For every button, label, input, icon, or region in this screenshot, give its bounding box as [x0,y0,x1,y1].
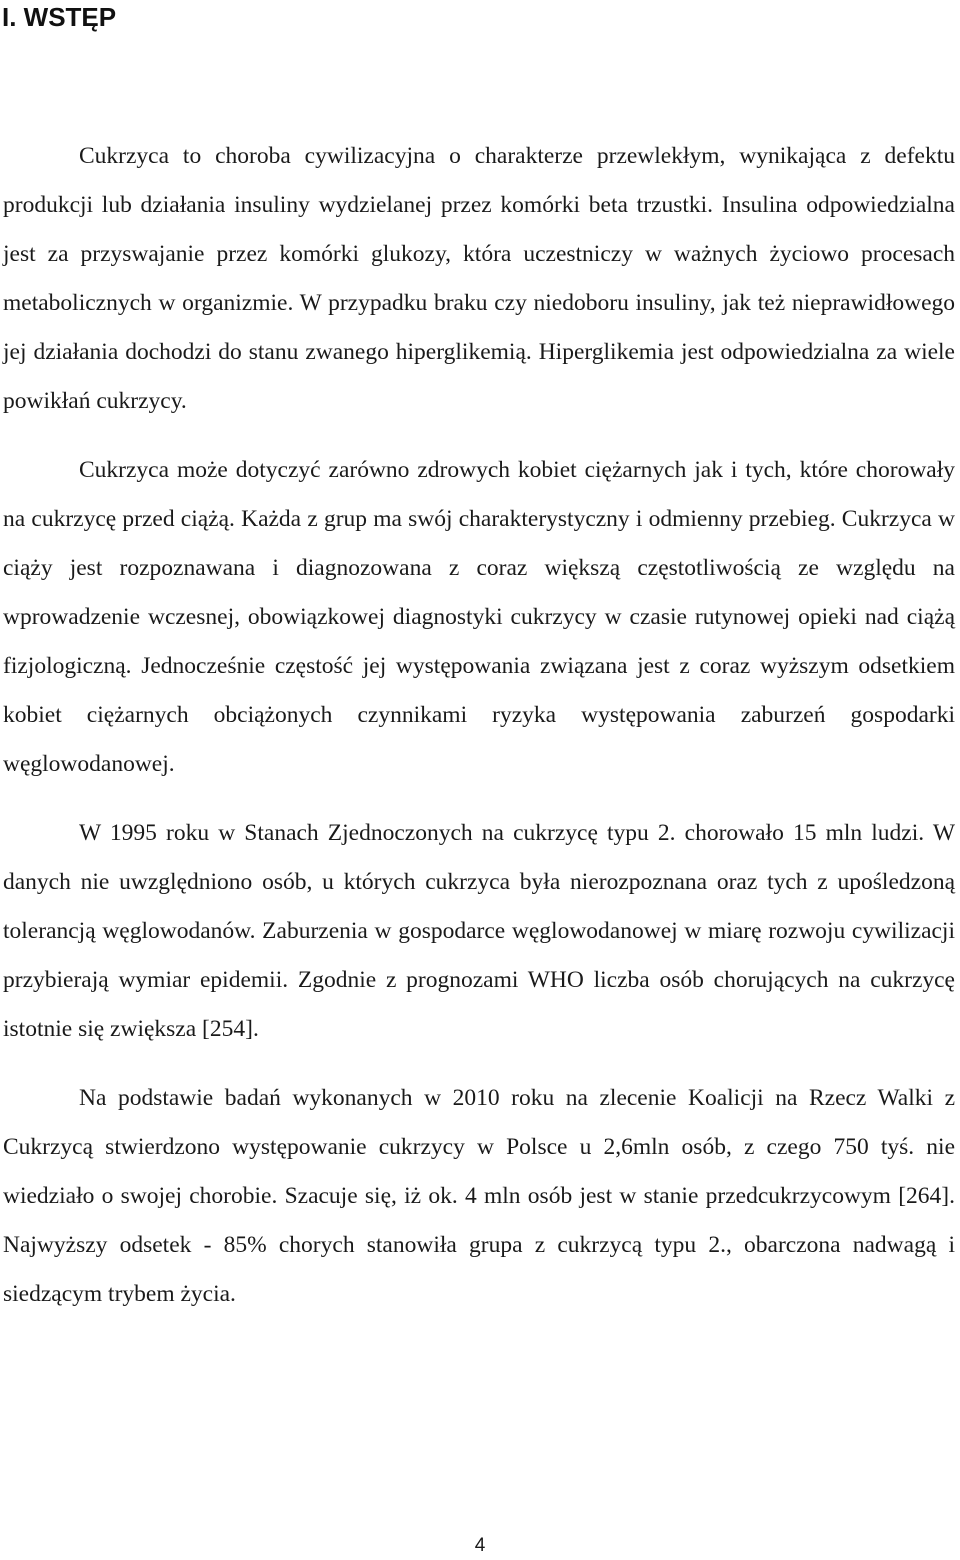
page-number: 4 [474,1535,486,1556]
section-heading: I. WSTĘP [2,2,117,32]
paragraph-poland-statistics: Na podstawie badań wykonanych w 2010 roku na zlecenie Koalicji na Rzecz Walki z Cukrzycą stwierdzono występowanie cukrzycy w Polsce u 2,6mln osób, z czego 750 tyś. nie wiedziało o swojej chorobie. Szacuje się, iż ok. 4 mln osób jest w stanie przedcukrzycowym [264]. Najwyższy odsetek - 85% chorych stanowiła grupa z cukrzycą typu 2., obarczona nadwagą i siedzącym trybem życia. [3,1085,955,1307]
paragraph-pregnancy-diabetes: Cukrzyca może dotyczyć zarówno zdrowych kobiet ciężarnych jak i tych, które chorowały na cukrzycę przed ciążą. Każda z grup ma swój charakterystyczny i odmienny przebieg. Cukrzyca w ciąży jest rozpoznawana i diagnozowana z coraz większą częstotliwością ze względu na wprowadzenie wczesnej, obowiązkowej diagnostyki cukrzycy w czasie rutynowej opieki nad ciążą fizjologiczną. Jednocześnie częstość jej występowania związana jest z coraz wyższym odsetkiem kobiet ciężarnych obciążonych czynnikami ryzyka występowania zaburzeń gospodarki węglowodanowej. [3,457,955,777]
body-text [3,132,955,1339]
paragraph-usa-statistics: W 1995 roku w Stanach Zjednoczonych na cukrzycę typu 2. chorowało 15 mln ludzi. W danych nie uwzględniono osób, u których cukrzyca była nierozpoznana oraz tych z upośledzoną tolerancją węglowodanów. Zaburzenia w gospodarce węglowodanowej w miarę rozwoju cywilizacji przybierają wymiar epidemii. Zgodnie z prognozami WHO liczba osób chorujących na cukrzycę istotnie się zwiększa [254]. [3,820,955,1042]
paragraph-diabetes-definition: Cukrzyca to choroba cywilizacyjna o charakterze przewlekłym, wynikająca z defektu produkcji lub działania insuliny wydzielanej przez komórki beta trzustki. Insulina odpowiedzialna jest za przyswajanie przez komórki glukozy, która uczestniczy w ważnych życiowo procesach metabolicznych w organizmie. W przypadku braku czy niedoboru insuliny, jak też nieprawidłowego jej działania dochodzi do stanu zwanego hiperglikemią. Hiperglikemia jest odpowiedzialna za wiele powikłań cukrzycy. [3,143,955,414]
